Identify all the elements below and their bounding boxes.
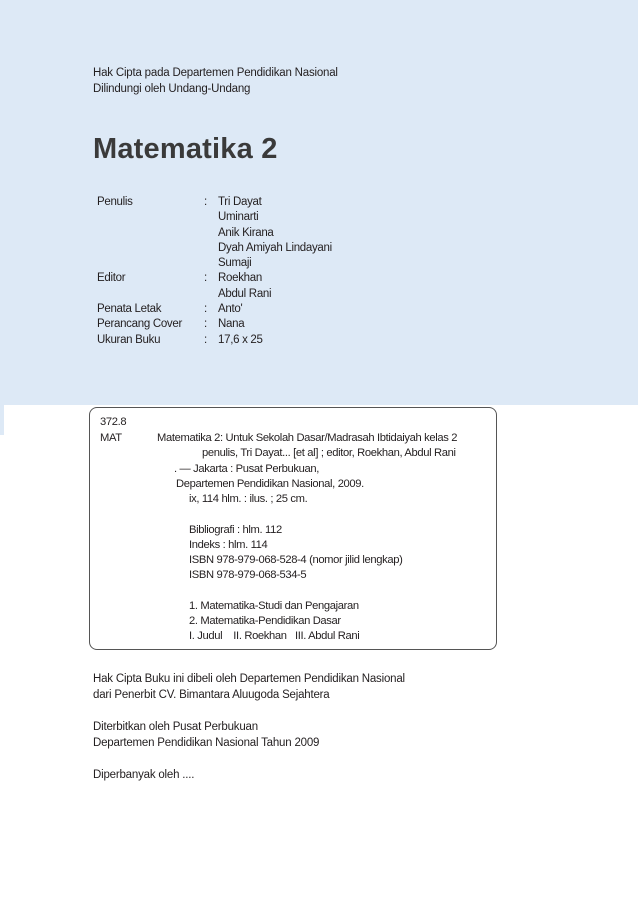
catalog-subject: 2. Matematika-Pendidikan Dasar — [189, 615, 341, 627]
credit-values — [218, 195, 332, 271]
reproduced-line: Diperbanyak oleh .... — [93, 769, 195, 781]
catalog-isbn: ISBN 978-979-068-534-5 — [189, 569, 307, 581]
header-background-edge — [0, 155, 4, 435]
published-line: Departemen Pendidikan Nasional Tahun 2009 — [93, 737, 320, 749]
book-title: Matematika 2 — [93, 133, 278, 165]
copyright-line: Dilindungi oleh Undang-Undang — [93, 83, 251, 95]
credit-label: Penata Letak — [97, 303, 162, 316]
credit-value: Uminarti — [218, 211, 259, 224]
credit-colon: : — [204, 196, 207, 208]
rights-line: Hak Cipta Buku ini dibeli oleh Departemen Pendidikan Nasional — [93, 673, 405, 685]
rights-line: dari Penerbit CV. Bimantara Aluugoda Sejahtera — [93, 689, 330, 701]
catalog-record-box — [89, 407, 497, 650]
credit-value: Anik Kirana — [218, 226, 274, 239]
publication-info — [93, 671, 405, 783]
catalog-subject: I. Judul II. Roekhan III. Abdul Rani — [189, 630, 360, 642]
credit-colon: : — [204, 272, 207, 285]
catalog-bibliography: Bibliografi : hlm. 112 — [189, 524, 282, 536]
catalog-isbn: ISBN 978-979-068-528-4 (nomor jilid lengkap) — [189, 554, 403, 566]
credit-label: Penulis — [97, 196, 133, 208]
catalog-title-line: Matematika 2: Untuk Sekolah Dasar/Madrasah Ibtidaiyah kelas 2 — [157, 432, 458, 444]
credit-row-ukuran-buku — [97, 333, 332, 348]
credit-colon: : — [204, 303, 207, 316]
credit-value: Tri Dayat — [218, 196, 262, 208]
catalog-index: Indeks : hlm. 114 — [189, 539, 268, 551]
credit-value: Dyah Amiyah Lindayani — [218, 241, 332, 254]
copyright-notice — [93, 65, 338, 97]
credit-values — [218, 271, 271, 302]
credit-row-perancang-cover — [97, 317, 332, 332]
credit-value: Nana — [218, 318, 245, 331]
credit-value: Anto' — [218, 303, 243, 316]
published-line: Diterbitkan oleh Pusat Perbukuan — [93, 721, 258, 733]
credit-row-penata-letak — [97, 302, 332, 317]
catalog-code: MAT — [100, 432, 122, 444]
credit-value: 17,6 x 25 — [218, 333, 263, 346]
catalog-class-number: 372.8 — [100, 416, 127, 428]
credit-value: Sumaji — [218, 257, 252, 270]
catalog-place-line: . — Jakarta : Pusat Perbukuan, — [174, 463, 319, 475]
copyright-line: Hak Cipta pada Departemen Pendidikan Nasional — [93, 67, 338, 79]
catalog-publisher-line: Departemen Pendidikan Nasional, 2009. — [176, 478, 364, 490]
credit-label: Ukuran Buku — [97, 333, 161, 346]
credit-colon: : — [204, 318, 207, 331]
credit-values — [218, 333, 263, 348]
credits-list — [97, 195, 332, 348]
credit-values — [218, 317, 244, 332]
credit-value: Abdul Rani — [218, 287, 272, 300]
credit-colon: : — [204, 333, 207, 346]
credit-row-penulis — [97, 195, 332, 271]
credit-values — [218, 302, 242, 317]
catalog-subject: 1. Matematika-Studi dan Pengajaran — [189, 600, 359, 612]
catalog-authors-line: penulis, Tri Dayat... [et al] ; editor, Roekhan, Abdul Rani — [202, 447, 456, 459]
credit-value: Roekhan — [218, 272, 262, 285]
credit-label: Editor — [97, 272, 126, 285]
credit-row-editor — [97, 271, 332, 302]
catalog-physical-line: ix, 114 hlm. : ilus. ; 25 cm. — [189, 493, 308, 505]
credit-label: Perancang Cover — [97, 318, 182, 331]
